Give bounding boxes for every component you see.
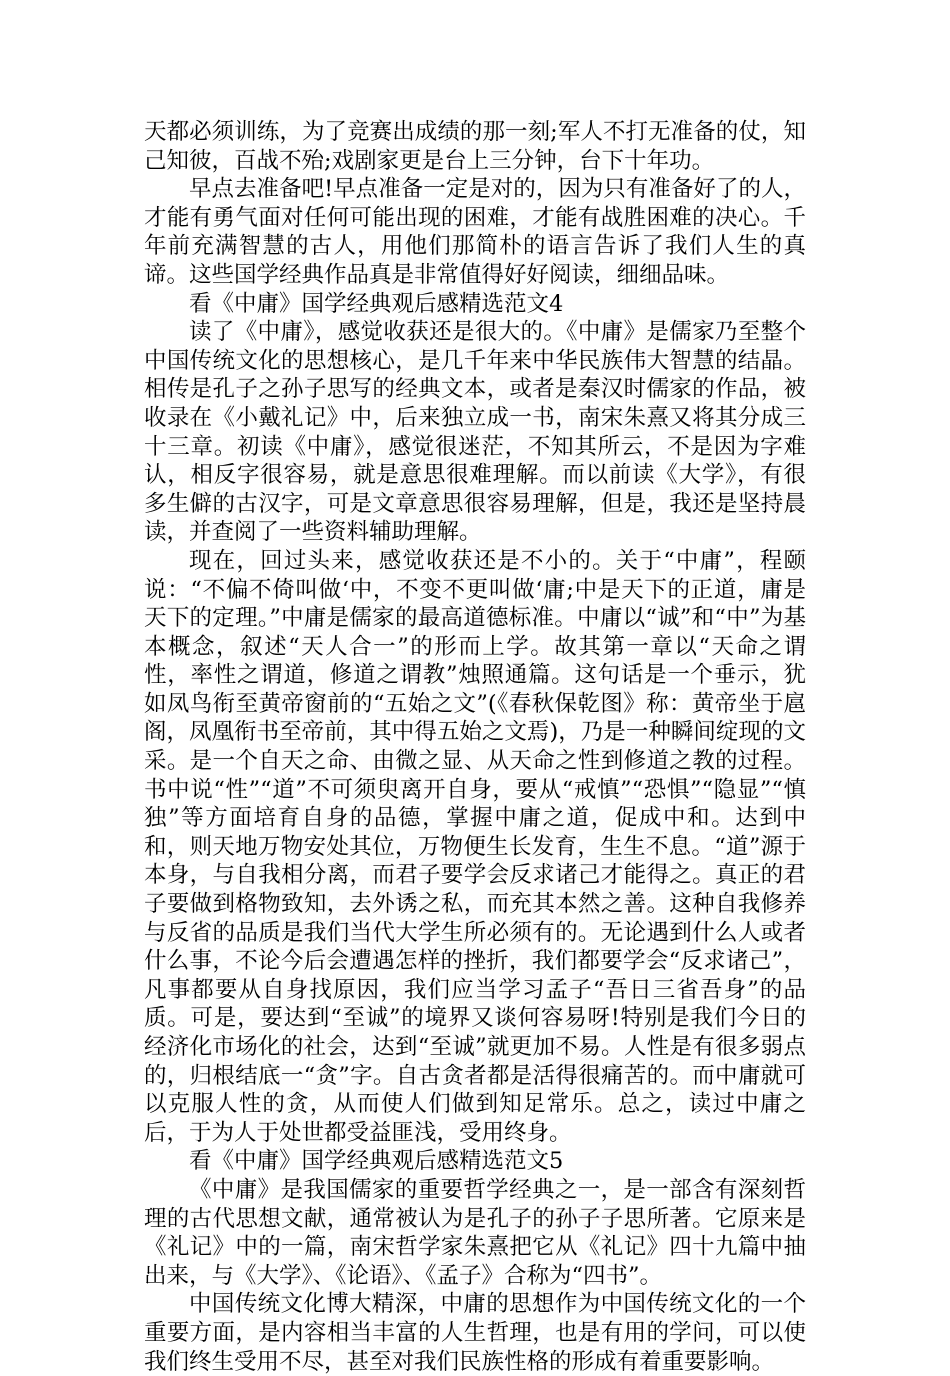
paragraph-chinese-culture: 中国传统文化博大精深，中庸的思想作为中国传统文化的一个重要方面，是内容相当丰富的人生哲理，也是有用的学问，可以使我们终生受用不尽，甚至对我们民族性格的形成有着重要影响。: [144, 1291, 806, 1375]
document-page: [144, 118, 806, 1376]
paragraph-prepare: 早点去准备吧!早点准备一定是对的，因为只有准备好了的人，才能有勇气面对任何可能出现的困难，才能有战胜困难的决心。千年前充满智慧的古人，用他们那简朴的语言告诉了我们人生的真谛。这些国学经典作品真是非常值得好好阅读，细细品味。: [144, 176, 806, 288]
paragraph-reflection: 现在，回过头来，感觉收获还是不小的。关于“中庸”，程颐说：“不偏不倚叫做‘中，不变不更叫做‘庸;中是天下的正道，庸是天下的定理。”中庸是儒家的最高道德标准。中庸以“诚”和“中”为基本概念，叙述“天人合一”的形而上学。故其第一章以“天命之谓性，率性之谓道，修道之谓教”烛照通篇。这句话是一个垂示，犹如凤鸟衔至黄帝窗前的“五始之文”(《春秋保乾图》称：黄帝坐于扈阁，凤凰衔书至帝前，其中得五始之文焉)，乃是一种瞬间绽现的文采。是一个自天之命、由微之显、从天命之性到修道之教的过程。书中说“性”“道”不可须臾离开自身，要从“戒慎”“恐惧”“隐显”“慎独”等方面培育自身的品德，掌握中庸之道，促成中和。达到中和，则天地万物安处其位，万物便生长发育，生生不息。“道”源于本身，与自我相分离，而君子要学会反求诸己才能得之。真正的君子要做到格物致知，去外诱之私，而充其本然之善。这种自我修养与反省的品质是我们当代大学生所必须有的。无论遇到什么人或者什么事，不论今后会遭遇怎样的挫折，我们都要学会“反求诸己”，凡事都要从自身找原因，我们应当学习孟子“吾日三省吾身”的品质。可是，要达到“至诚”的境界又谈何容易呀!特别是我们今日的经济化市场化的社会，达到“至诚”就更加不易。人性是有很多弱点的，归根结底一“贪”字。自古贪者都是活得很痛苦的。而中庸就可以克服人性的贪，从而使人们做到知足常乐。总之，读过中庸之后，于为人于处世都受益匪浅，受用终身。: [144, 547, 806, 1146]
section-heading-5: 看《中庸》国学经典观后感精选范文5: [189, 1148, 564, 1175]
section-heading-4: 看《中庸》国学经典观后感精选范文4: [189, 290, 564, 317]
paragraph-continued: 天都必须训练，为了竞赛出成绩的那一刻;军人不打无准备的仗，知己知彼，百战不殆;戏剧家更是台上三分钟，台下十年功。: [144, 119, 806, 174]
paragraph-reading-zhongyong: 读了《中庸》，感觉收获还是很大的。《中庸》是儒家乃至整个中国传统文化的思想核心，是几千年来中华民族伟大智慧的结晶。相传是孔子之孙子思写的经典文本，或者是秦汉时儒家的作品，被收录在《小戴礼记》中，后来独立成一书，南宋朱熹又将其分成三十三章。初读《中庸》，感觉很迷茫，不知其所云，不是因为字难认，相反字很容易，就是意思很难理解。而以前读《大学》，有很多生僻的古汉字，可是文章意思很容易理解，但是，我还是坚持晨读，并查阅了一些资料辅助理解。: [144, 319, 806, 546]
paragraph-zhongyong-intro: 《中庸》是我国儒家的重要哲学经典之一，是一部含有深刻哲理的古代思想文献，通常被认为是孔子的孙子子思所著。它原来是《礼记》中的一篇，南宋哲学家朱熹把它从《礼记》四十九篇中抽出来，与《大学》、《论语》、《孟子》合称为“四书”。: [144, 1176, 806, 1289]
